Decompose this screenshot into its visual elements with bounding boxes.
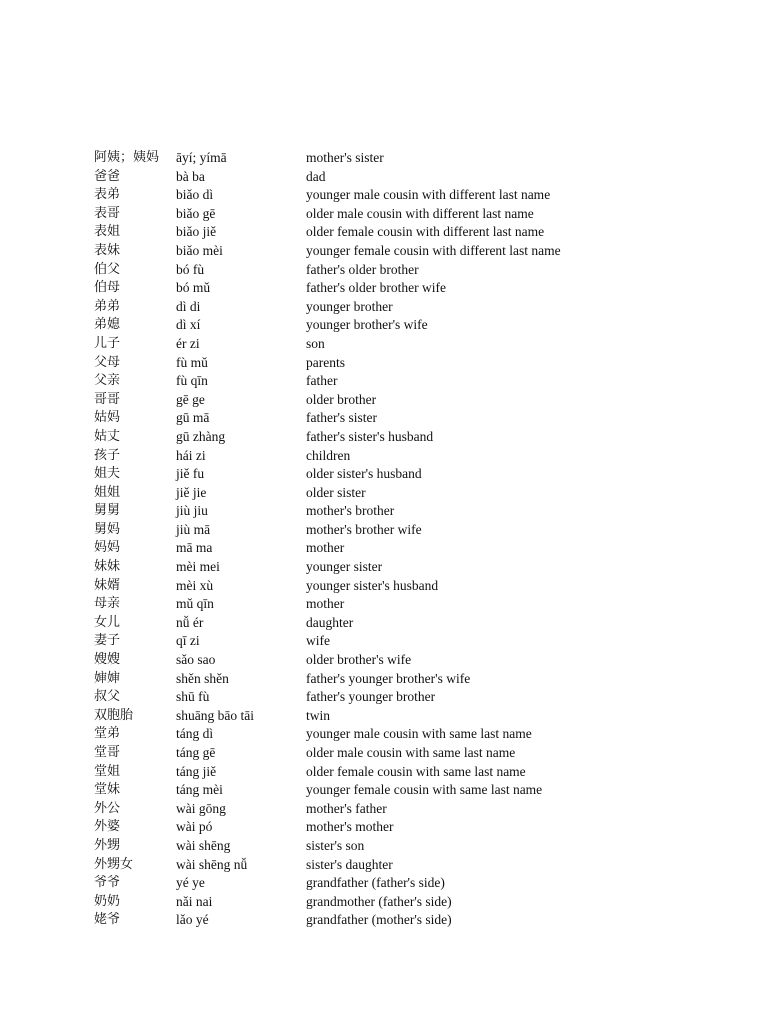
table-row — [94, 725, 714, 744]
english-meaning: twin — [306, 707, 331, 723]
pinyin-term: hái zi — [176, 447, 206, 463]
chinese-term: 妹妹 — [94, 559, 121, 575]
pinyin-term: sǎo sao — [176, 652, 216, 668]
table-row — [94, 837, 714, 856]
chinese-term: 母亲 — [94, 596, 121, 612]
chinese-term: 爸爸 — [94, 168, 121, 184]
pinyin-term: táng dì — [176, 726, 214, 742]
chinese-term: 嫂嫂 — [94, 652, 121, 668]
english-meaning: older female cousin with different last name — [306, 224, 545, 240]
pinyin-term: nǚ ér — [176, 614, 204, 630]
chinese-term: 儿子 — [94, 335, 121, 351]
pinyin-term: shuāng bāo tāi — [176, 707, 254, 723]
english-meaning: daughter — [306, 614, 354, 630]
pinyin-term: mǔ qīn — [176, 596, 214, 612]
pinyin-term: dì xí — [176, 317, 201, 333]
pinyin-term: fù mǔ — [176, 354, 208, 370]
table-row — [94, 279, 714, 298]
english-meaning: younger male cousin with same last name — [306, 726, 532, 742]
table-row — [94, 372, 714, 391]
pinyin-term: yé ye — [176, 875, 205, 891]
table-row — [94, 558, 714, 577]
pinyin-term: āyí; yímā — [176, 150, 227, 165]
pinyin-term: shū fù — [176, 689, 210, 705]
table-row — [94, 670, 714, 689]
chinese-term: 伯父 — [94, 261, 121, 277]
chinese-term: 外甥 — [94, 837, 121, 853]
chinese-term: 父亲 — [94, 373, 121, 389]
pinyin-term: táng mèi — [176, 782, 223, 798]
english-meaning: mother's brother wife — [306, 521, 422, 537]
table-row — [94, 614, 714, 633]
pinyin-term: táng jiě — [176, 763, 217, 779]
table-row — [94, 391, 714, 410]
chinese-term: 舅妈 — [94, 521, 121, 537]
chinese-term: 姐姐 — [94, 484, 121, 500]
english-meaning: mother — [306, 540, 345, 556]
english-meaning: mother's sister — [306, 150, 384, 165]
table-row — [94, 484, 714, 503]
table-row — [94, 800, 714, 819]
pinyin-term: jiù jiu — [176, 503, 208, 519]
pinyin-term: mèi mei — [176, 559, 220, 575]
table-row — [94, 409, 714, 428]
pinyin-term: fù qīn — [176, 373, 208, 389]
table-row — [94, 651, 714, 670]
english-meaning: older brother's wife — [306, 652, 412, 668]
english-meaning: younger brother's wife — [306, 317, 428, 333]
english-meaning: mother's mother — [306, 819, 394, 835]
pinyin-term: biǎo gē — [176, 205, 216, 221]
pinyin-term: gē ge — [176, 391, 205, 407]
table-row — [94, 763, 714, 782]
chinese-term: 妈妈 — [94, 540, 121, 556]
chinese-term: 表哥 — [94, 205, 121, 221]
pinyin-term: mèi xù — [176, 577, 214, 593]
table-row — [94, 205, 714, 224]
pinyin-term: shěn shěn — [176, 670, 229, 686]
english-meaning: older male cousin with different last name — [306, 205, 534, 221]
table-row — [94, 893, 714, 912]
table-row — [94, 502, 714, 521]
english-meaning: father's sister's husband — [306, 428, 434, 444]
chinese-term: 外婆 — [94, 819, 121, 835]
table-row — [94, 707, 714, 726]
table-row — [94, 354, 714, 373]
chinese-term: 堂哥 — [94, 745, 121, 760]
chinese-term: 表弟 — [94, 187, 121, 203]
english-meaning: mother's brother — [306, 503, 395, 519]
table-row — [94, 298, 714, 317]
english-meaning: younger male cousin with different last name — [306, 187, 551, 203]
table-row — [94, 242, 714, 261]
english-meaning: father's sister — [306, 410, 378, 426]
pinyin-term: jiě jie — [176, 484, 207, 500]
chinese-term: 婶婶 — [94, 670, 121, 686]
english-meaning: parents — [306, 354, 345, 370]
english-meaning: sister's daughter — [306, 856, 393, 872]
chinese-term: 孩子 — [94, 447, 121, 463]
chinese-term: 表妹 — [94, 242, 121, 258]
english-meaning: wife — [306, 633, 330, 649]
chinese-term: 双胞胎 — [94, 707, 134, 723]
family-vocabulary-table — [94, 149, 714, 930]
table-row — [94, 539, 714, 558]
table-row — [94, 521, 714, 540]
english-meaning: grandfather (father's side) — [306, 875, 445, 891]
chinese-term: 女儿 — [94, 614, 121, 630]
english-meaning: father's younger brother — [306, 689, 436, 705]
pinyin-term: gū zhàng — [176, 428, 226, 444]
pinyin-term: bó mǔ — [176, 280, 211, 296]
english-meaning: younger female cousin with same last name — [306, 782, 543, 798]
pinyin-term: táng gē — [176, 745, 216, 760]
table-row — [94, 595, 714, 614]
english-meaning: younger brother — [306, 298, 393, 314]
chinese-term: 父母 — [94, 354, 121, 370]
chinese-term: 堂弟 — [94, 726, 121, 742]
english-meaning: mother's father — [306, 800, 387, 816]
english-meaning: dad — [306, 168, 326, 184]
table-row — [94, 577, 714, 596]
pinyin-term: lǎo yé — [176, 912, 209, 928]
pinyin-term: biǎo jiě — [176, 224, 217, 240]
chinese-term: 阿姨；姨妈 — [94, 150, 160, 165]
pinyin-term: biǎo mèi — [176, 242, 223, 258]
table-row — [94, 186, 714, 205]
pinyin-term: wài shēng — [176, 837, 231, 853]
table-row — [94, 781, 714, 800]
table-row — [94, 856, 714, 875]
table-row — [94, 465, 714, 484]
chinese-term: 姥爷 — [94, 912, 121, 928]
chinese-term: 爷爷 — [94, 875, 121, 891]
pinyin-term: ér zi — [176, 335, 200, 351]
english-meaning: older sister — [306, 484, 366, 500]
pinyin-term: jiě fu — [176, 466, 205, 482]
pinyin-term: gū mā — [176, 410, 210, 426]
table-row — [94, 744, 714, 763]
english-meaning: older brother — [306, 391, 377, 407]
chinese-term: 舅舅 — [94, 503, 121, 519]
pinyin-term: biǎo dì — [176, 187, 214, 203]
table-row — [94, 316, 714, 335]
chinese-term: 伯母 — [94, 280, 121, 296]
english-meaning: children — [306, 447, 351, 463]
english-meaning: younger sister — [306, 559, 383, 575]
chinese-term: 叔父 — [94, 689, 121, 705]
table-row — [94, 447, 714, 466]
english-meaning: son — [306, 335, 325, 351]
chinese-term: 姑妈 — [94, 410, 121, 426]
english-meaning: sister's son — [306, 837, 365, 853]
chinese-term: 哥哥 — [94, 391, 121, 407]
table-row — [94, 874, 714, 893]
chinese-term: 奶奶 — [94, 893, 121, 909]
pinyin-term: bà ba — [176, 168, 205, 184]
english-meaning: younger female cousin with different last name — [306, 242, 561, 258]
chinese-term: 姐夫 — [94, 466, 121, 482]
pinyin-term: wài gōng — [176, 800, 226, 816]
table-row — [94, 688, 714, 707]
pinyin-term: dì di — [176, 298, 201, 314]
chinese-term: 堂妹 — [94, 782, 121, 798]
table-row — [94, 818, 714, 837]
table-row — [94, 428, 714, 447]
english-meaning: grandmother (father's side) — [306, 893, 452, 909]
table-row — [94, 911, 714, 930]
pinyin-term: nǎi nai — [176, 893, 213, 909]
chinese-term: 姑丈 — [94, 428, 121, 444]
chinese-term: 堂姐 — [94, 763, 121, 779]
pinyin-term: wài pó — [176, 819, 213, 835]
english-meaning: father — [306, 373, 338, 389]
english-meaning: father's older brother — [306, 261, 419, 277]
english-meaning: older male cousin with same last name — [306, 745, 516, 760]
english-meaning: older female cousin with same last name — [306, 763, 526, 779]
pinyin-term: qī zi — [176, 633, 200, 649]
pinyin-term: mā ma — [176, 540, 213, 556]
pinyin-term: jiù mā — [176, 521, 211, 537]
pinyin-term: wài shēng nǚ — [176, 856, 248, 872]
english-meaning: grandfather (mother's side) — [306, 912, 452, 928]
table-row — [94, 335, 714, 354]
english-meaning: father's older brother wife — [306, 280, 446, 296]
chinese-term: 妹婿 — [94, 577, 121, 593]
english-meaning: father's younger brother's wife — [306, 670, 471, 686]
table-row — [94, 149, 714, 168]
table-row — [94, 632, 714, 651]
chinese-term: 外甥女 — [94, 856, 134, 872]
chinese-term: 妻子 — [94, 633, 121, 649]
chinese-term: 表姐 — [94, 224, 121, 240]
english-meaning: mother — [306, 596, 345, 612]
chinese-term: 弟媳 — [94, 317, 121, 333]
chinese-term: 外公 — [94, 800, 121, 816]
table-row — [94, 223, 714, 242]
english-meaning: younger sister's husband — [306, 577, 439, 593]
table-row — [94, 168, 714, 187]
table-row — [94, 261, 714, 280]
pinyin-term: bó fù — [176, 261, 205, 277]
chinese-term: 弟弟 — [94, 298, 121, 314]
english-meaning: older sister's husband — [306, 466, 422, 482]
